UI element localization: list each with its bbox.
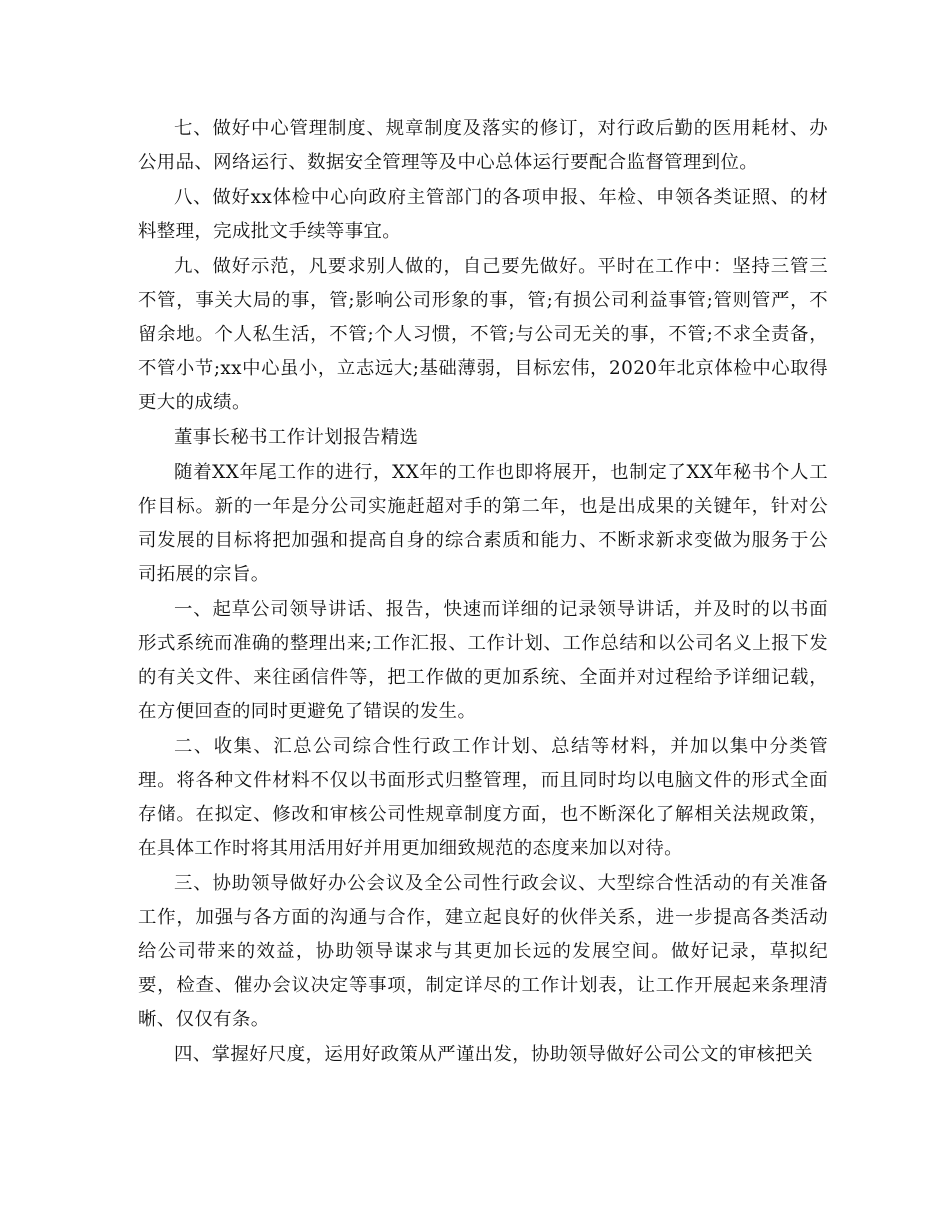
paragraph-item-8: 八、做好xx体检中心向政府主管部门的各项申报、年检、申领各类证照、的材料整理，完成批文手续等事宜。 — [138, 187, 828, 242]
paragraph-item-2: 二、收集、汇总公司综合性行政工作计划、总结等材料，并加以集中分类管理。将各种文件材料不仅以书面形式归整管理，而且同时均以电脑文件的形式全面存储。在拟定、修改和审核公司性规章制度方面，也不断深化了解相关法规政策，在具体工作时将其用活用好并用更加细致规范的态度来加以对待。 — [138, 736, 828, 859]
paragraph-item-1: 一、起草公司领导讲话、报告，快速而详细的记录领导讲话，并及时的以书面形式系统而准确的整理出来;工作汇报、工作计划、工作总结和以公司名义上报下发的有关文件、来往函信件等，把工作做的更加系统、全面并对过程给予详细记载，在方便回查的同时更避免了错误的发生。 — [138, 599, 828, 722]
document-body — [138, 112, 828, 1073]
section-heading: 董事长秘书工作计划报告精选 — [174, 427, 419, 448]
intro-paragraph: 随着XX年尾工作的进行，XX年的工作也即将展开，也制定了XX年秘书个人工作目标。新的一年是分公司实施赶超对手的第二年，也是出成果的关键年，针对公司发展的目标将把加强和提高自身的综合素质和能力、不断求新求变做为服务于公司拓展的宗旨。 — [138, 462, 828, 585]
paragraph-item-4: 四、掌握好尺度，运用好政策从严谨出发，协助领导做好公司公文的审核把关 — [174, 1044, 813, 1065]
paragraph-item-7: 七、做好中心管理制度、规章制度及落实的修订，对行政后勤的医用耗材、办公用品、网络运行、数据安全管理等及中心总体运行要配合监督管理到位。 — [138, 118, 828, 173]
paragraph-item-3: 三、协助领导做好办公会议及全公司性行政会议、大型综合性活动的有关准备工作，加强与各方面的沟通与合作，建立起良好的伙伴关系，进一步提高各类活动给公司带来的效益，协助领导谋求与其更加长远的发展空间。做好记录，草拟纪要，检查、催办会议决定等事项，制定详尽的工作计划表，让工作开展起来条理清晰、仅仅有条。 — [138, 873, 828, 1030]
paragraph-item-9: 九、做好示范，凡要求别人做的，自己要先做好。平时在工作中：坚持三管三不管，事关大局的事，管;影响公司形象的事，管;有损公司利益事管;管则管严，不留余地。个人私生活，不管;个人习惯，不管;与公司无关的事，不管;不求全责备，不管小节;xx中心虽小，立志远大;基础薄弱，目标宏伟，2020年北京体检中心取得更大的成绩。 — [138, 256, 828, 413]
